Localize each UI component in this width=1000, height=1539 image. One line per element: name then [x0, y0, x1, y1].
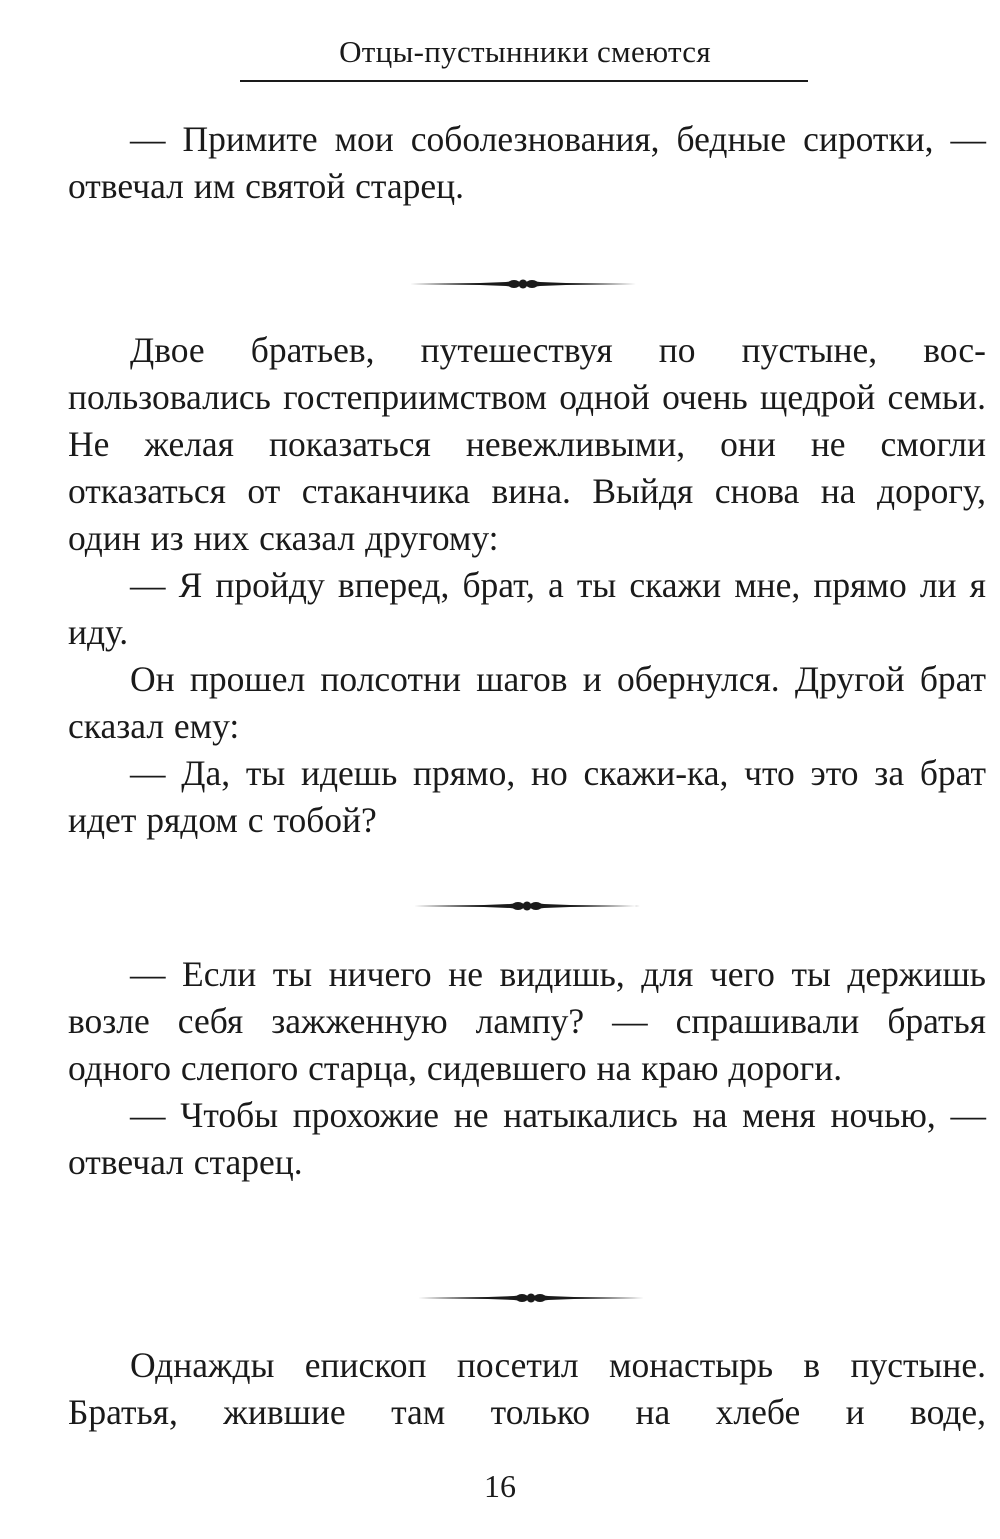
- text-section-4: [68, 1342, 986, 1436]
- paragraph: Однажды епископ посетил монастырь в пустыне. Братья, жившие там только на хлебе и воде,: [68, 1345, 986, 1432]
- page-number: 16: [484, 1468, 516, 1504]
- running-head: Отцы-пустынники смеются: [339, 34, 711, 69]
- paragraph: — Примите мои соболезнования, бедные сиротки, — отвечал им святой старец.: [68, 119, 986, 206]
- text-section-1: [68, 116, 986, 210]
- ornamental-divider-icon: [414, 899, 640, 913]
- paragraph: — Если ты ничего не видишь, для чего ты держишь возле себя зажженную лампу? — спрашивали братья одного слепого старца, сидевшего на краю дороги.: [68, 954, 986, 1088]
- paragraph: Он прошел полсотни шагов и обернулся. Другой брат сказал ему:: [68, 659, 986, 746]
- text-section-3: [68, 951, 986, 1186]
- paragraph: — Да, ты идешь прямо, но скажи-ка, что это за брат идет рядом с тобой?: [68, 753, 986, 840]
- ornamental-divider-icon: [410, 277, 636, 291]
- paragraph: — Чтобы прохожие не натыкались на меня ночью, — отвечал старец.: [68, 1095, 986, 1182]
- paragraph: Двое братьев, путешествуя по пустыне, воспользовались гостеприимством одной очень щедрой семьи. Не желая показаться невежливыми, они не смогли отказаться от стаканчика вина. Выйдя снова на дорогу, один из них сказал другому:: [68, 330, 986, 558]
- text-section-2: [68, 327, 986, 844]
- paragraph: — Я пройду вперед, брат, а ты скажи мне, прямо ли я иду.: [68, 565, 986, 652]
- ornamental-divider-icon: [418, 1291, 644, 1305]
- running-head-rule: [240, 80, 808, 82]
